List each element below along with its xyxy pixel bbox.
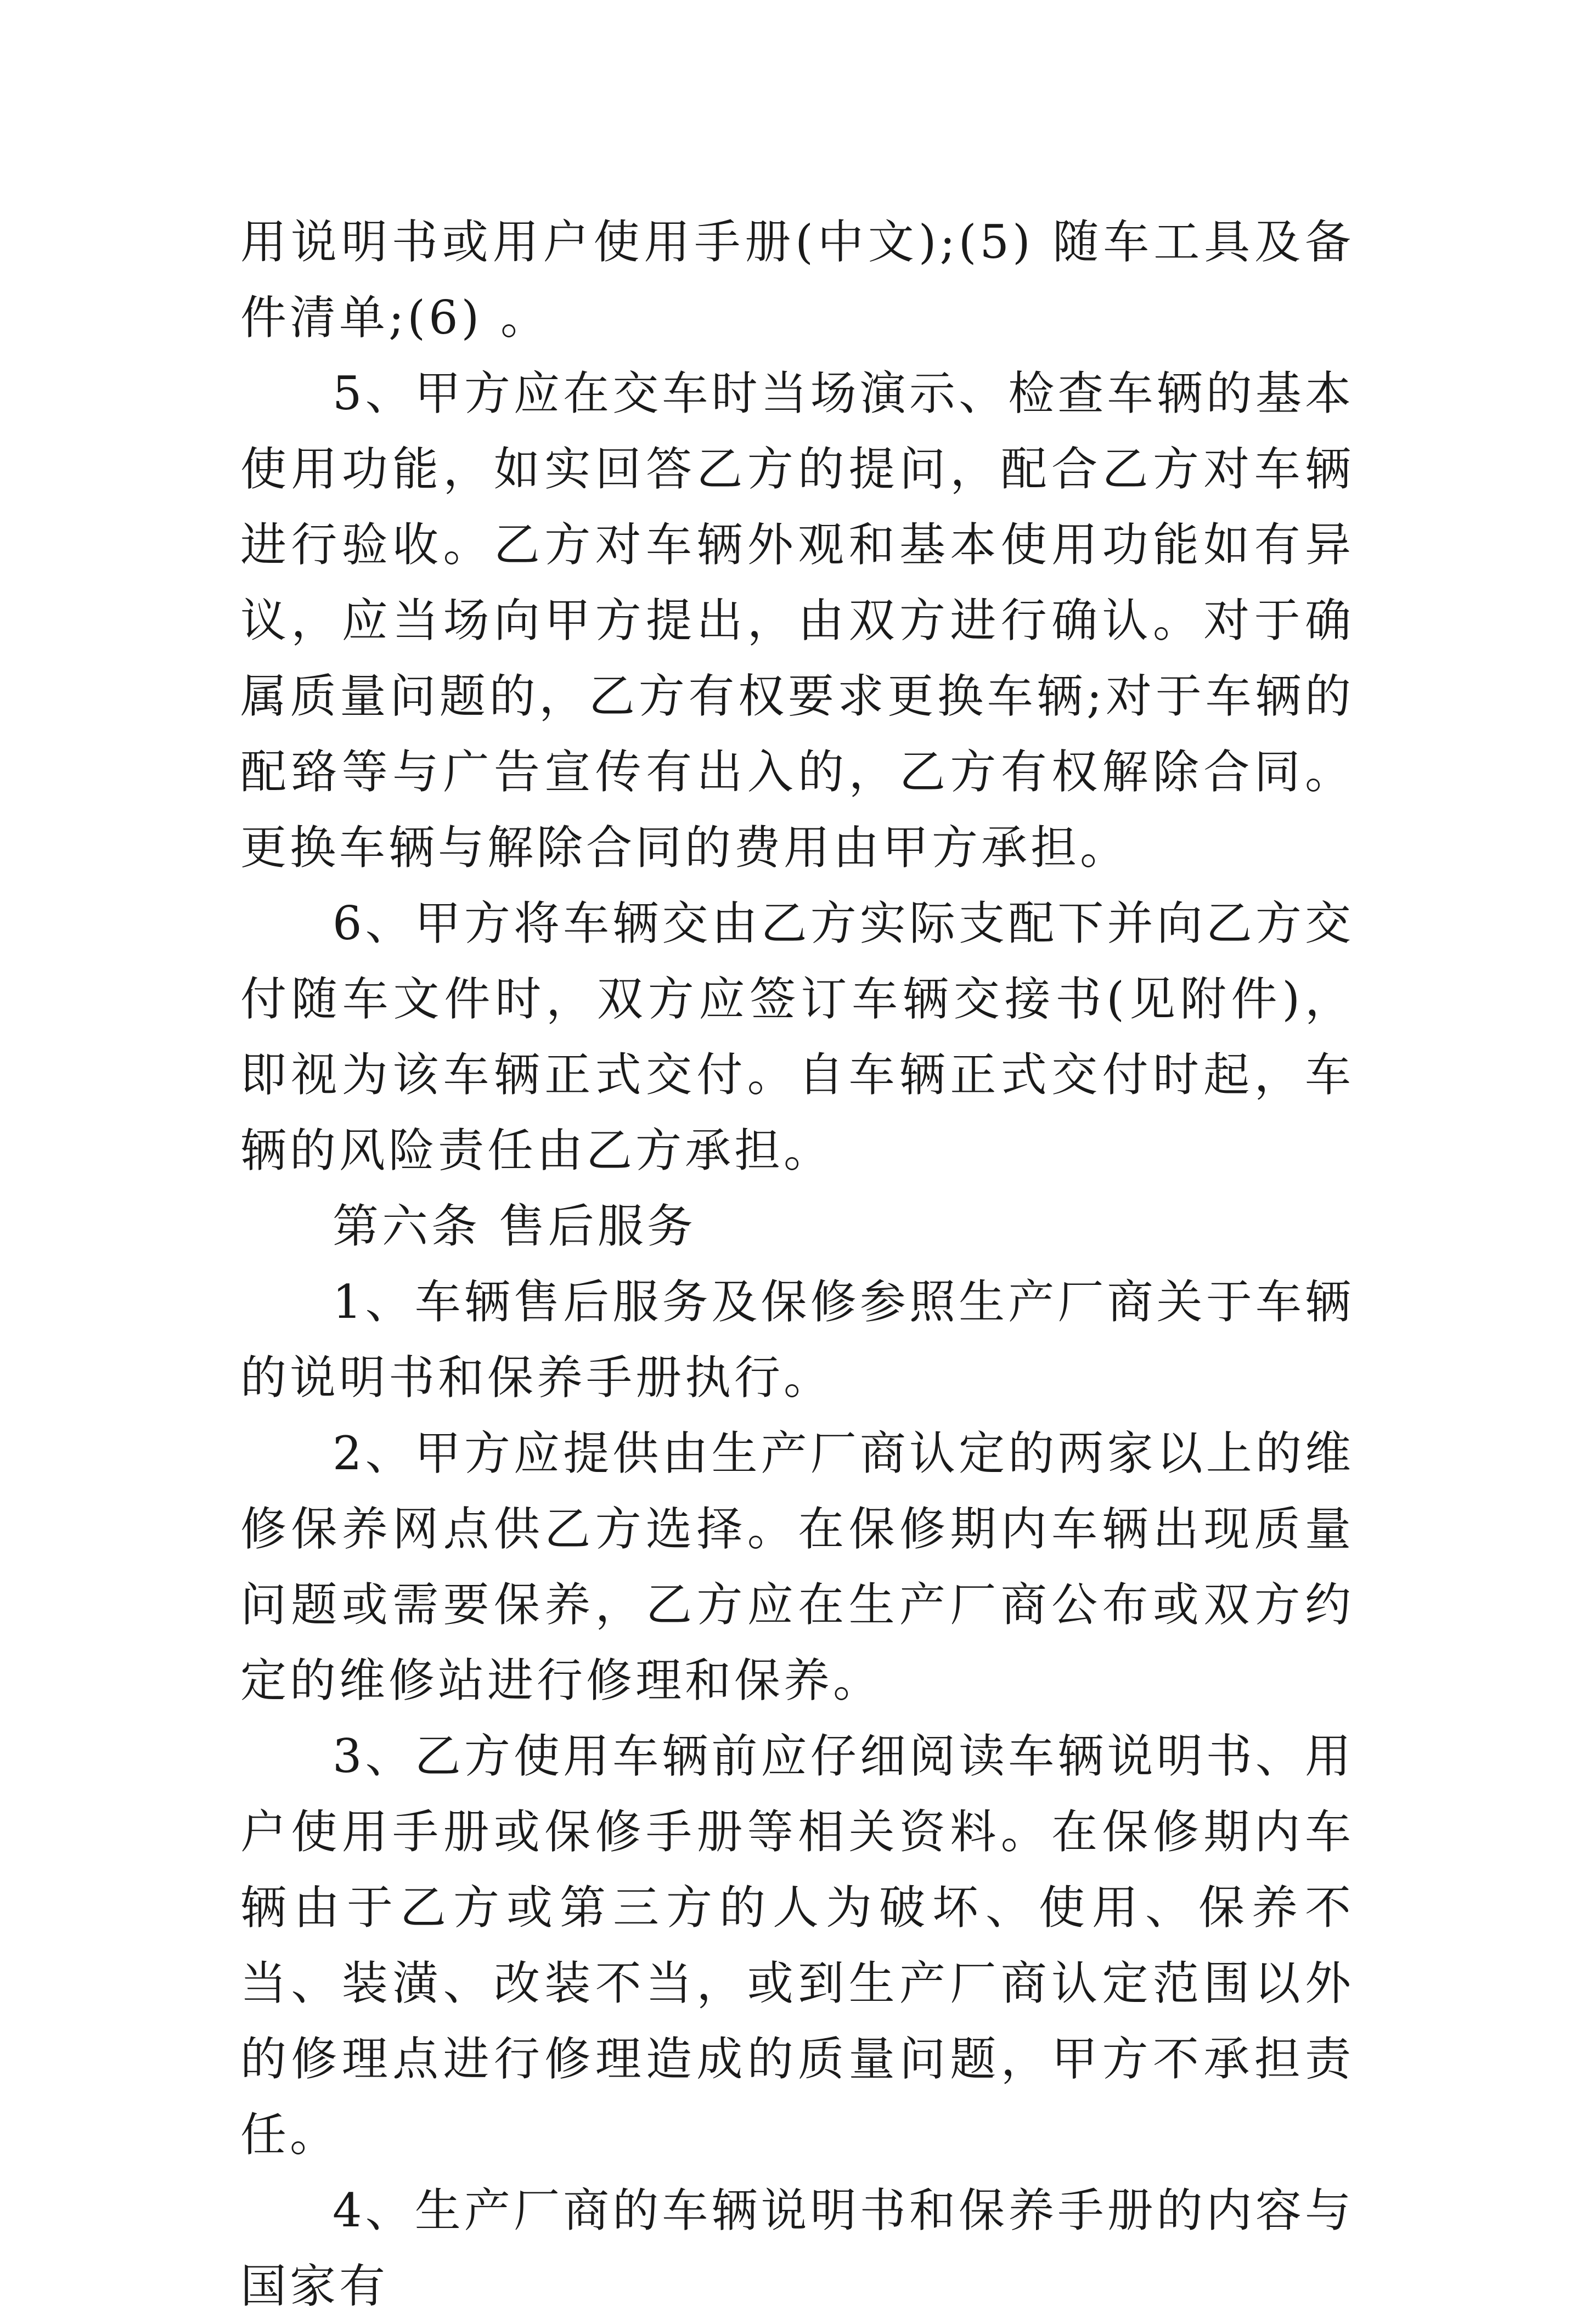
paragraph-clause-6: 6、甲方将车辆交由乙方实际支配下并向乙方交付随车文件时，双方应签订车辆交接书(见附件)，即视为该车辆正式交付。自车辆正式交付时起，车辆的风险责任由乙方承担。 [240, 896, 1354, 1177]
document-body [240, 204, 1354, 2324]
article-heading-six: 第六条 售后服务 [333, 1199, 696, 1253]
paragraph-service-2: 2、甲方应提供由生产厂商认定的两家以上的维修保养网点供乙方选择。在保修期内车辆出现质量问题或需要保养，乙方应在生产厂商公布或双方约定的维修站进行修理和保养。 [240, 1426, 1354, 1707]
paragraph-continuation: 用说明书或用户使用手册(中文);(5) 随车工具及备件清单;(6) 。 [240, 215, 1354, 345]
paragraph-clause-5: 5、甲方应在交车时当场演示、检查车辆的基本使用功能，如实回答乙方的提问，配合乙方对车辆进行验收。乙方对车辆外观和基本使用功能如有异议，应当场向甲方提出，由双方进行确认。对于确属质量问题的，乙方有权要求更换车辆;对于车辆的配臵等与广告宣传有出入的，乙方有权解除合同。更换车辆与解除合同的费用由甲方承担。 [240, 366, 1354, 875]
paragraph-service-1: 1、车辆售后服务及保修参照生产厂商关于车辆的说明书和保养手册执行。 [240, 1275, 1354, 1404]
paragraph-service-3: 3、乙方使用车辆前应仔细阅读车辆说明书、用户使用手册或保修手册等相关资料。在保修期内车辆由于乙方或第三方的人为破坏、使用、保养不当、装潢、改装不当，或到生产厂商认定范围以外的修理点进行修理造成的质量问题，甲方不承担责任。 [240, 1729, 1354, 2162]
paragraph-service-4: 4、生产厂商的车辆说明书和保养手册的内容与国家有 [240, 2184, 1354, 2313]
